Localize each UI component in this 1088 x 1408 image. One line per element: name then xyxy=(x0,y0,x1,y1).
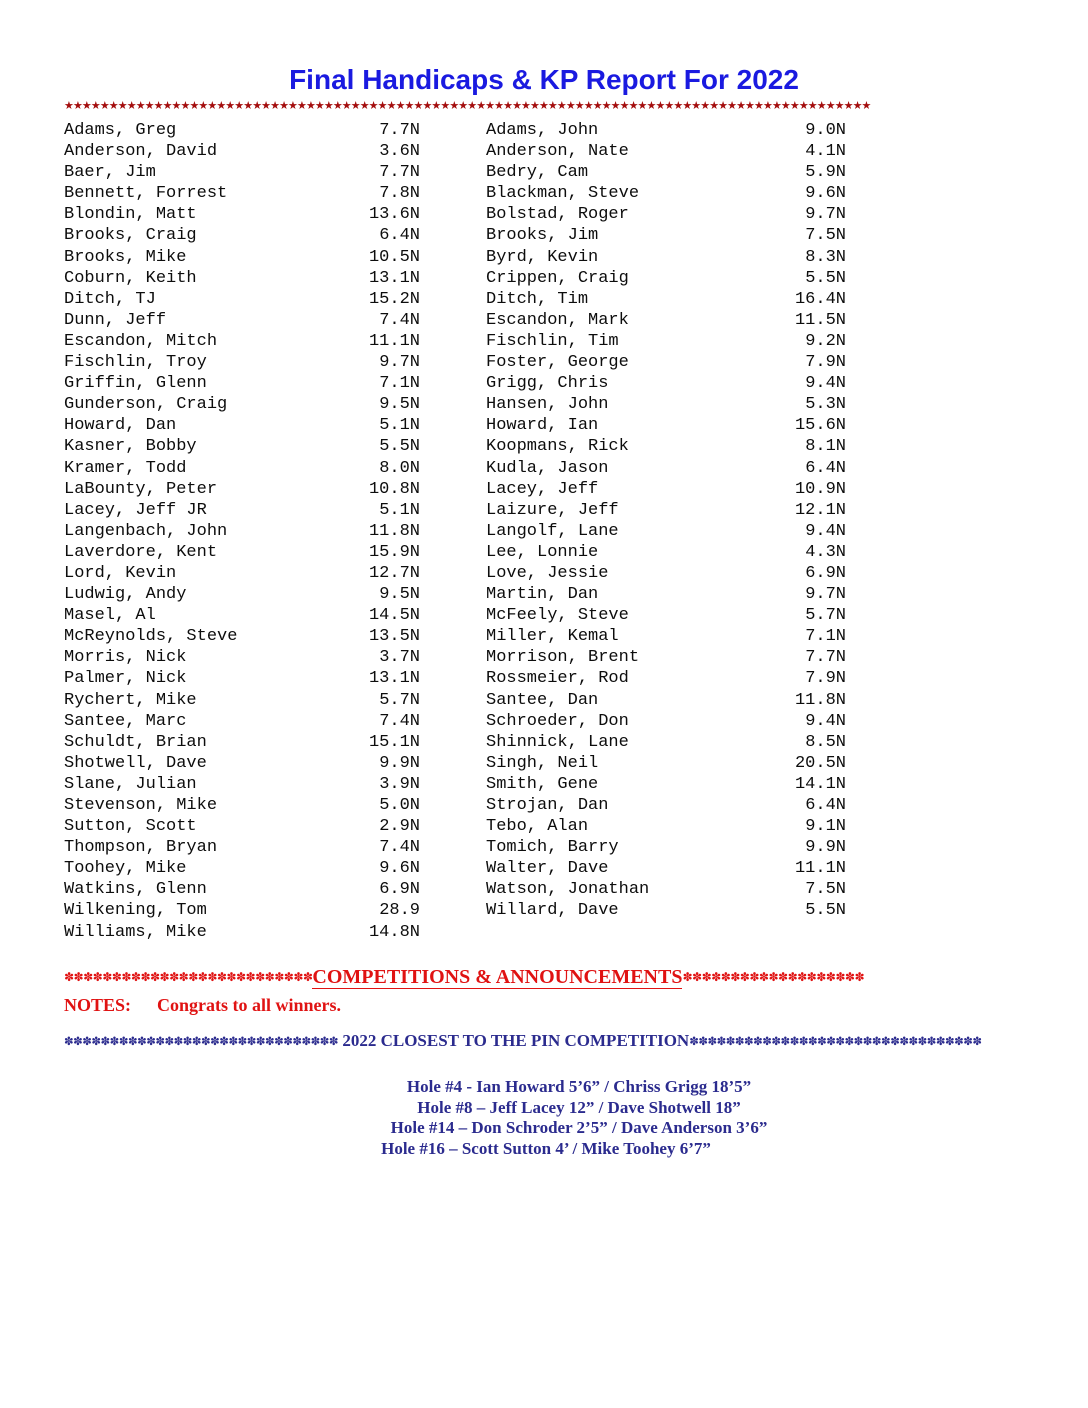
roster-row xyxy=(64,479,420,500)
roster-row xyxy=(486,626,846,647)
player-handicap: 11.1N xyxy=(794,859,846,879)
roster-row xyxy=(64,331,420,352)
player-handicap: 5.5N xyxy=(805,268,846,288)
player-name: Howard, Dan xyxy=(64,416,177,436)
player-name: Coburn, Keith xyxy=(64,268,197,288)
player-name: Palmer, Nick xyxy=(64,669,187,689)
player-handicap: 9.0N xyxy=(805,121,846,140)
player-handicap: 6.4N xyxy=(805,796,846,815)
player-handicap: 6.9N xyxy=(379,880,420,900)
player-name: Gunderson, Craig xyxy=(64,395,228,415)
player-name: Shotwell, Dave xyxy=(64,753,207,773)
roster-row xyxy=(486,732,846,753)
roster-row xyxy=(64,183,420,204)
roster-row xyxy=(486,647,846,668)
player-handicap: 7.7N xyxy=(379,121,420,140)
roster-row xyxy=(486,900,846,921)
kp-heading: 2022 CLOSEST TO THE PIN COMPETITION xyxy=(338,1031,689,1051)
player-handicap: 14.8N xyxy=(368,922,420,942)
player-name: Schuldt, Brian xyxy=(64,732,207,752)
roster-row xyxy=(486,521,846,542)
roster-row xyxy=(486,436,846,457)
player-handicap: 7.9N xyxy=(805,669,846,689)
roster-row xyxy=(486,563,846,584)
player-name: Wilkening, Tom xyxy=(64,901,207,921)
player-name: Escandon, Mitch xyxy=(64,331,218,351)
roster-row xyxy=(64,247,420,268)
roster-row xyxy=(64,436,420,457)
player-handicap: 3.9N xyxy=(379,774,420,794)
player-handicap: 7.1N xyxy=(805,627,846,647)
player-handicap: 7.5N xyxy=(805,880,846,900)
player-name: Kasner, Bobby xyxy=(64,437,197,457)
player-name: Sutton, Scott xyxy=(64,817,197,837)
star-divider-icon: ★★★★★★★★★★★★★★★★★★★★★★★★★★★★★★★★★★★★★★★★★★★★★★★★★★★★★★★★★★★★★★★★★★★★★★★★★★★★★★★★★★★★★★★★★★ xyxy=(64,99,871,112)
player-handicap: 3.7N xyxy=(379,648,420,668)
player-name: Santee, Marc xyxy=(64,711,187,731)
player-name: Brooks, Jim xyxy=(486,226,599,246)
roster-row xyxy=(64,626,420,647)
player-handicap: 7.4N xyxy=(379,711,420,731)
player-name: Love, Jessie xyxy=(486,563,609,583)
player-handicap: 9.9N xyxy=(379,753,420,773)
roster-row xyxy=(64,204,420,225)
player-name: Kramer, Todd xyxy=(64,458,187,478)
roster-row xyxy=(64,394,420,415)
roster-row xyxy=(64,774,420,795)
player-name: Baer, Jim xyxy=(64,163,156,183)
roster-row xyxy=(64,162,420,183)
player-handicap: 14.5N xyxy=(368,606,420,626)
player-name: Rossmeier, Rod xyxy=(486,669,629,689)
player-handicap: 7.4N xyxy=(379,838,420,858)
player-handicap: 9.4N xyxy=(805,374,846,394)
player-handicap: 15.6N xyxy=(794,416,846,436)
roster-row xyxy=(486,795,846,816)
player-handicap: 5.7N xyxy=(805,606,846,626)
player-name: Anderson, David xyxy=(64,142,218,162)
roster-row xyxy=(64,879,420,900)
kp-hole-result: Hole #4 - Ian Howard 5’6” / Chriss Grigg 18’5” xyxy=(406,1077,752,1096)
player-name: Byrd, Kevin xyxy=(486,247,599,267)
roster-row xyxy=(486,141,846,162)
competitions-heading: COMPETITIONS & ANNOUNCEMENTS xyxy=(312,966,682,989)
player-name: Watkins, Glenn xyxy=(64,880,207,900)
player-handicap: 5.7N xyxy=(379,690,420,710)
player-handicap: 5.5N xyxy=(379,437,420,457)
player-name: Masel, Al xyxy=(64,606,156,626)
notes-label: NOTES: xyxy=(64,995,132,1015)
roster-row xyxy=(486,605,846,626)
player-handicap: 9.6N xyxy=(379,859,420,879)
player-handicap: 15.2N xyxy=(368,289,420,309)
roster-row xyxy=(64,352,420,373)
roster-row xyxy=(64,415,420,436)
roster-row xyxy=(486,584,846,605)
notes-line xyxy=(64,995,964,1016)
player-name: Lacey, Jeff JR xyxy=(64,500,207,520)
player-name: Santee, Dan xyxy=(486,690,599,710)
player-name: Adams, Greg xyxy=(64,121,177,140)
player-handicap: 9.7N xyxy=(379,353,420,373)
roster-row xyxy=(486,268,846,289)
roster-row xyxy=(486,774,846,795)
player-handicap: 9.9N xyxy=(805,838,846,858)
kp-hole-result: Hole #8 – Jeff Lacey 12” / Dave Shotwell 18” xyxy=(417,1097,741,1117)
roster-row xyxy=(64,922,420,943)
player-name: Lacey, Jeff xyxy=(486,479,599,499)
player-name: Williams, Mike xyxy=(64,922,207,942)
player-name: Crippen, Craig xyxy=(486,268,629,288)
roster-row xyxy=(486,879,846,900)
player-handicap: 13.1N xyxy=(368,268,420,288)
player-handicap: 11.1N xyxy=(368,331,420,351)
player-handicap: 7.7N xyxy=(379,163,420,183)
roster-row xyxy=(64,816,420,837)
kp-heading-line xyxy=(64,1031,1074,1051)
player-handicap: 7.7N xyxy=(805,648,846,668)
roster-row xyxy=(64,795,420,816)
roster-row xyxy=(486,415,846,436)
roster-row xyxy=(64,900,420,921)
roster-row xyxy=(64,458,420,479)
roster-row xyxy=(64,268,420,289)
roster-row xyxy=(486,183,846,204)
roster-row xyxy=(64,521,420,542)
player-handicap: 7.5N xyxy=(805,226,846,246)
player-name: Fischlin, Troy xyxy=(64,353,207,373)
roster-row xyxy=(486,225,846,246)
player-handicap: 12.1N xyxy=(794,500,846,520)
player-name: Tomich, Barry xyxy=(486,838,619,858)
player-handicap: 7.1N xyxy=(379,374,420,394)
roster-row xyxy=(486,352,846,373)
player-handicap: 5.0N xyxy=(379,796,420,815)
player-name: Tebo, Alan xyxy=(486,817,589,837)
roster-row xyxy=(64,647,420,668)
player-handicap: 9.7N xyxy=(805,205,846,225)
player-handicap: 2.9N xyxy=(379,817,420,837)
competitions-heading-line xyxy=(64,966,1024,989)
player-handicap: 13.5N xyxy=(368,627,420,647)
player-handicap: 9.6N xyxy=(805,184,846,204)
player-handicap: 7.9N xyxy=(805,353,846,373)
roster-row xyxy=(64,141,420,162)
player-name: Lee, Lonnie xyxy=(486,542,599,562)
player-handicap: 13.1N xyxy=(368,669,420,689)
player-handicap: 9.5N xyxy=(379,395,420,415)
player-name: McFeely, Steve xyxy=(486,606,629,626)
player-handicap: 10.5N xyxy=(368,247,420,267)
roster-row xyxy=(64,837,420,858)
roster-row xyxy=(64,732,420,753)
player-name: Hansen, John xyxy=(486,395,609,415)
roster-row xyxy=(486,858,846,879)
player-name: Laverdore, Kent xyxy=(64,542,218,562)
player-name: Rychert, Mike xyxy=(64,690,197,710)
player-handicap: 8.3N xyxy=(805,247,846,267)
player-name: McReynolds, Steve xyxy=(64,627,238,647)
player-handicap: 28.9 xyxy=(379,901,420,921)
player-handicap: 4.3N xyxy=(805,542,846,562)
player-handicap: 6.4N xyxy=(805,458,846,478)
player-handicap: 7.4N xyxy=(379,310,420,330)
handicap-roster xyxy=(64,120,846,943)
notes-text: Congrats to all winners. xyxy=(157,995,342,1015)
player-name: Langenbach, John xyxy=(64,521,228,541)
roster-row xyxy=(64,858,420,879)
player-handicap: 9.4N xyxy=(805,711,846,731)
player-handicap: 20.5N xyxy=(794,753,846,773)
player-name: Brooks, Craig xyxy=(64,226,197,246)
roster-row xyxy=(486,394,846,415)
player-name: Thompson, Bryan xyxy=(64,838,218,858)
player-name: Grigg, Chris xyxy=(486,374,609,394)
roster-row xyxy=(64,711,420,732)
player-handicap: 15.9N xyxy=(368,542,420,562)
player-name: Blondin, Matt xyxy=(64,205,197,225)
player-name: Howard, Ian xyxy=(486,416,599,436)
roster-row xyxy=(64,584,420,605)
star-divider-icon: ✽✽✽✽✽✽✽✽✽✽✽✽✽✽✽✽✽✽✽✽✽✽✽✽✽✽ xyxy=(64,970,313,984)
player-handicap: 5.3N xyxy=(805,395,846,415)
player-name: Adams, John xyxy=(486,121,599,140)
player-name: Slane, Julian xyxy=(64,774,197,794)
roster-column-left xyxy=(64,120,420,943)
player-name: Bedry, Cam xyxy=(486,163,589,183)
roster-row xyxy=(64,563,420,584)
player-handicap: 3.6N xyxy=(379,142,420,162)
player-name: LaBounty, Peter xyxy=(64,479,218,499)
player-name: Ludwig, Andy xyxy=(64,585,187,605)
player-name: Ditch, Tim xyxy=(486,289,589,309)
player-name: Morrison, Brent xyxy=(486,648,640,668)
star-divider-icon: ✽✽✽✽✽✽✽✽✽✽✽✽✽✽✽✽✽✽✽ xyxy=(682,970,865,984)
roster-row xyxy=(64,289,420,310)
player-handicap: 7.8N xyxy=(379,184,420,204)
player-handicap: 10.9N xyxy=(794,479,846,499)
player-handicap: 9.4N xyxy=(805,521,846,541)
player-handicap: 10.8N xyxy=(368,479,420,499)
player-name: Foster, George xyxy=(486,353,629,373)
player-name: Bolstad, Roger xyxy=(486,205,629,225)
player-name: Bennett, Forrest xyxy=(64,184,228,204)
player-handicap: 16.4N xyxy=(794,289,846,309)
player-name: Strojan, Dan xyxy=(486,796,609,815)
player-handicap: 12.7N xyxy=(368,563,420,583)
player-handicap: 13.6N xyxy=(368,205,420,225)
player-handicap: 6.4N xyxy=(379,226,420,246)
player-handicap: 6.9N xyxy=(805,563,846,583)
roster-row xyxy=(486,816,846,837)
roster-row xyxy=(486,837,846,858)
roster-row xyxy=(486,542,846,563)
roster-column-right xyxy=(486,120,846,943)
player-handicap: 5.9N xyxy=(805,163,846,183)
player-name: Kudla, Jason xyxy=(486,458,609,478)
player-handicap: 8.0N xyxy=(379,458,420,478)
player-name: Anderson, Nate xyxy=(486,142,629,162)
roster-row xyxy=(486,690,846,711)
player-handicap: 14.1N xyxy=(794,774,846,794)
player-handicap: 5.5N xyxy=(805,901,846,921)
roster-row xyxy=(486,162,846,183)
kp-hole-result: Hole #16 – Scott Sutton 4’ / Mike Toohey 6’7” xyxy=(381,1138,711,1158)
player-handicap: 9.7N xyxy=(805,585,846,605)
player-name: Smith, Gene xyxy=(486,774,599,794)
player-name: Griffin, Glenn xyxy=(64,374,207,394)
player-name: Stevenson, Mike xyxy=(64,796,218,815)
star-divider-icon: ✽✽✽✽✽✽✽✽✽✽✽✽✽✽✽✽✽✽✽✽✽✽✽✽✽✽✽✽✽✽ xyxy=(64,1034,339,1048)
roster-row xyxy=(486,204,846,225)
player-name: Lord, Kevin xyxy=(64,563,177,583)
roster-row xyxy=(64,310,420,331)
player-name: Escandon, Mark xyxy=(486,310,629,330)
player-name: Langolf, Lane xyxy=(486,521,619,541)
player-name: Watson, Jonathan xyxy=(486,880,650,900)
player-handicap: 11.8N xyxy=(368,521,420,541)
roster-row xyxy=(64,120,420,141)
player-handicap: 5.1N xyxy=(379,416,420,436)
player-name: Brooks, Mike xyxy=(64,247,187,267)
player-name: Singh, Neil xyxy=(486,753,599,773)
player-handicap: 9.1N xyxy=(805,817,846,837)
player-name: Toohey, Mike xyxy=(64,859,187,879)
roster-row xyxy=(64,500,420,521)
player-name: Walter, Dave xyxy=(486,859,609,879)
roster-row xyxy=(486,373,846,394)
roster-row xyxy=(64,668,420,689)
roster-row xyxy=(64,690,420,711)
player-name: Ditch, TJ xyxy=(64,289,156,309)
player-name: Miller, Kemal xyxy=(486,627,619,647)
player-name: Dunn, Jeff xyxy=(64,310,167,330)
star-divider-icon: ✽✽✽✽✽✽✽✽✽✽✽✽✽✽✽✽✽✽✽✽✽✽✽✽✽✽✽✽✽✽✽✽ xyxy=(689,1034,982,1048)
player-handicap: 5.1N xyxy=(379,500,420,520)
player-name: Schroeder, Don xyxy=(486,711,629,731)
player-handicap: 15.1N xyxy=(368,732,420,752)
roster-row xyxy=(64,605,420,626)
player-name: Martin, Dan xyxy=(486,585,599,605)
roster-row xyxy=(486,500,846,521)
roster-row xyxy=(64,225,420,246)
player-name: Fischlin, Tim xyxy=(486,331,619,351)
player-name: Koopmans, Rick xyxy=(486,437,629,457)
roster-row xyxy=(486,310,846,331)
roster-row xyxy=(486,247,846,268)
player-handicap: 4.1N xyxy=(805,142,846,162)
roster-row xyxy=(486,120,846,141)
roster-row xyxy=(64,753,420,774)
roster-row xyxy=(486,711,846,732)
roster-row xyxy=(486,331,846,352)
roster-row xyxy=(486,289,846,310)
player-name: Shinnick, Lane xyxy=(486,732,629,752)
player-handicap: 11.8N xyxy=(794,690,846,710)
roster-row xyxy=(486,479,846,500)
player-handicap: 9.2N xyxy=(805,331,846,351)
kp-hole-result: Hole #14 – Don Schroder 2’5” / Dave Anderson 3’6” xyxy=(390,1118,768,1137)
player-name: Blackman, Steve xyxy=(486,184,640,204)
roster-row xyxy=(486,753,846,774)
roster-row xyxy=(486,458,846,479)
kp-results xyxy=(64,1077,1088,1159)
player-handicap: 11.5N xyxy=(794,310,846,330)
player-handicap: 8.5N xyxy=(805,732,846,752)
roster-row xyxy=(486,668,846,689)
page-title: Final Handicaps & KP Report For 2022 xyxy=(289,64,799,95)
player-handicap: 9.5N xyxy=(379,585,420,605)
roster-row xyxy=(64,373,420,394)
player-handicap: 8.1N xyxy=(805,437,846,457)
roster-row xyxy=(64,542,420,563)
player-name: Laizure, Jeff xyxy=(486,500,619,520)
player-name: Willard, Dave xyxy=(486,901,619,921)
player-name: Morris, Nick xyxy=(64,648,187,668)
